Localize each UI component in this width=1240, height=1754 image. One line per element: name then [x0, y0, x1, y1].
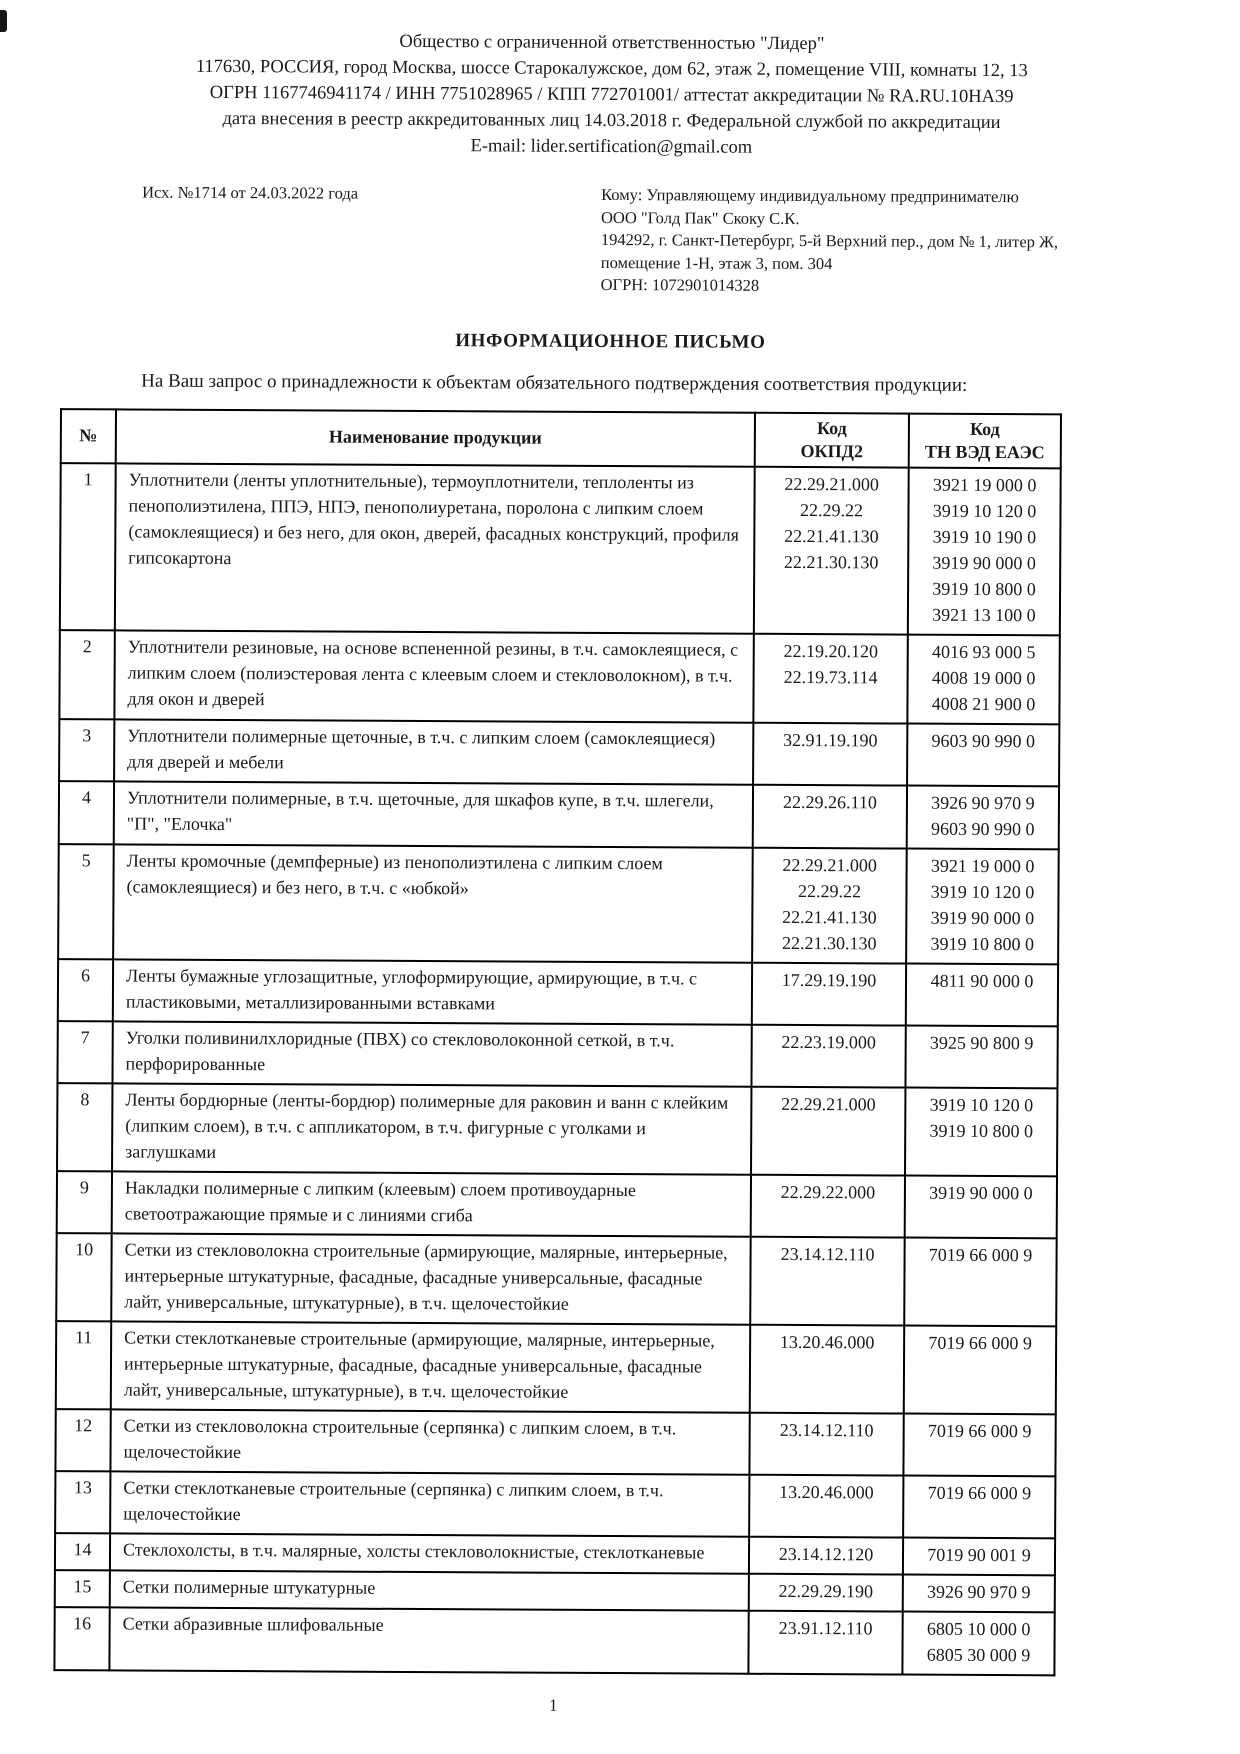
table-row — [58, 959, 1058, 1026]
tnved-codes — [907, 634, 1059, 724]
product-name: Сетки стеклотканевые строительные (армирующие, малярные, интерьерные, интерьерные штукатурные, фасадные, фасадные универсальные, фасадные лайт, универсальные, штукатурные), в т.ч. щелочестойкие — [111, 1321, 750, 1412]
header-tnved-line2: ТН ВЭД ЕАЭС — [924, 441, 1045, 462]
row-number: 3 — [59, 719, 114, 781]
okpd2-codes — [752, 962, 906, 1025]
okpd2-code-value: 23.91.12.110 — [778, 1617, 873, 1638]
table-header-row — [61, 409, 1061, 468]
table-row — [59, 719, 1059, 786]
header-number: № — [61, 409, 116, 463]
tnved-code-value: 3925 90 800 9 — [929, 1032, 1034, 1053]
okpd2-codes — [753, 784, 907, 848]
tnved-code-value: 7019 66 000 9 — [928, 1332, 1032, 1353]
row-number: 16 — [54, 1607, 109, 1670]
product-name: Сетки полимерные штукатурные — [110, 1570, 749, 1610]
product-table — [53, 408, 1062, 1676]
document-title: ИНФОРМАЦИОННОЕ ПИСЬМО — [455, 329, 766, 353]
tnved-codes — [903, 1475, 1055, 1538]
table-row — [59, 781, 1059, 849]
okpd2-codes — [748, 1610, 902, 1674]
tnved-codes — [906, 963, 1058, 1026]
okpd2-code-value: 13.20.46.000 — [779, 1481, 874, 1502]
table-row — [55, 1471, 1055, 1538]
okpd2-code-value: 22.23.19.000 — [781, 1031, 877, 1052]
table-row — [58, 844, 1059, 964]
table-row — [56, 1321, 1056, 1414]
tnved-code-value: 3926 90 970 9 — [931, 792, 1035, 813]
tnved-code-value: 3921 19 000 0 — [930, 855, 1035, 876]
tnved-code-value: 3919 10 800 0 — [930, 933, 1035, 954]
tnved-codes — [907, 723, 1059, 786]
okpd2-codes — [753, 633, 907, 723]
product-name: Накладки полимерные с липким (клеевым) слоем противоударные светоотражающие прямые и с линиями сгиба — [112, 1171, 751, 1236]
tnved-code-value: 3919 90 000 0 — [932, 552, 1037, 573]
okpd2-codes — [749, 1573, 903, 1611]
company-address: 117630, РОССИЯ, город Москва, шоссе Старокалужское, дом 62, этаж 2, помещение VIII, комнаты 12, 13 — [195, 56, 1028, 82]
tnved-codes — [905, 1087, 1057, 1176]
tnved-code-value: 3919 10 120 0 — [929, 1094, 1034, 1115]
row-number: 9 — [57, 1171, 112, 1233]
okpd2-code-value: 22.29.22 — [797, 880, 862, 901]
letterhead — [61, 27, 1162, 163]
okpd2-code-value: 22.19.20.120 — [783, 640, 879, 661]
tnved-code-value: 3919 90 000 0 — [929, 1182, 1033, 1203]
okpd2-code-value: 22.29.22 — [799, 499, 864, 520]
okpd2-codes — [749, 1474, 903, 1537]
tnved-code-value: 7019 66 000 9 — [927, 1420, 1032, 1441]
tnved-code-value: 3919 10 800 0 — [929, 1120, 1034, 1141]
tnved-code-value: 7019 66 000 9 — [927, 1482, 1032, 1503]
okpd2-codes — [752, 847, 907, 963]
reference-block — [61, 181, 1162, 299]
okpd2-codes — [749, 1412, 903, 1475]
okpd2-code-value: 22.21.41.130 — [784, 525, 879, 546]
recipient-line: помещение 1-Н, этаж 3, пом. 304 — [600, 252, 833, 273]
table-row — [60, 463, 1061, 635]
tnved-code-value: 3919 90 000 0 — [930, 907, 1035, 928]
tnved-codes — [904, 1237, 1056, 1326]
row-number: 5 — [58, 844, 114, 959]
product-name: Ленты бумажные углозащитные, углоформирующие, армирующие, в т.ч. с пластиковыми, металлизированными вставками — [113, 959, 752, 1024]
tnved-codes — [903, 1537, 1055, 1575]
tnved-code-value: 7019 90 001 9 — [927, 1544, 1031, 1565]
tnved-code-value: 3926 90 970 9 — [927, 1581, 1031, 1602]
row-number: 6 — [58, 959, 113, 1021]
row-number: 12 — [55, 1409, 110, 1471]
product-table-body — [54, 463, 1060, 1675]
tnved-code-value: 9603 90 990 0 — [931, 818, 1035, 839]
row-number: 11 — [56, 1321, 111, 1409]
tnved-code-value: 4811 90 000 0 — [930, 970, 1034, 991]
tnved-codes — [905, 1175, 1057, 1238]
tnved-code-value: 3919 10 190 0 — [932, 526, 1037, 547]
table-row — [59, 630, 1059, 724]
okpd2-codes — [751, 1086, 905, 1175]
company-email: E-mail: lider.sertification@gmail.com — [470, 136, 753, 158]
tnved-codes — [902, 1611, 1054, 1675]
row-number: 10 — [56, 1233, 111, 1321]
intro-paragraph: На Ваш запрос о принадлежности к объектам обязательного подтверждения соответствия продукции: — [141, 370, 968, 396]
okpd2-codes — [751, 1174, 905, 1237]
table-row — [56, 1233, 1056, 1326]
row-number: 4 — [59, 781, 114, 844]
product-name: Ленты кромочные (демпферные) из пенополиэтилена с липким слоем (самоклеящиеся) и без него, в т.ч. с «юбкой» — [113, 844, 753, 962]
row-number: 14 — [55, 1533, 110, 1570]
okpd2-code-value: 23.14.12.110 — [779, 1419, 874, 1440]
okpd2-codes — [750, 1324, 904, 1413]
tnved-codes — [906, 848, 1059, 964]
header-okpd2-line2: ОКПД2 — [800, 440, 864, 461]
row-number: 13 — [55, 1471, 110, 1533]
header-product-name: Наименование продукции — [116, 409, 755, 466]
scan-edge-artifact — [0, 10, 7, 32]
row-number: 2 — [59, 630, 114, 719]
product-name: Стеклохолсты, в т.ч. малярные, холсты стекловолокнистые, стеклотканевые — [110, 1533, 749, 1573]
header-tnved — [909, 413, 1061, 468]
tnved-code-value: 4008 21 900 0 — [931, 693, 1036, 714]
product-name: Уплотнители резиновые, на основе вспененной резины, в т.ч. самоклеящиеся, с липким слоем (полиэстеровая лента с клеевым слоем и стекловолокном), в т.ч. для окон и дверей — [114, 630, 753, 722]
product-name: Сетки из стекловолокна строительные (серпянка) с липким слоем, в т.ч. щелочестойкие — [110, 1409, 749, 1474]
recipient-line: 194292, г. Санкт-Петербург, 5-й Верхний пер., дом № 1, литер Ж, — [600, 229, 1059, 252]
table-row — [55, 1570, 1055, 1612]
okpd2-code-value: 13.20.46.000 — [779, 1331, 875, 1352]
row-number: 1 — [60, 463, 116, 630]
okpd2-codes — [753, 722, 907, 785]
okpd2-code-value: 22.29.29.190 — [778, 1580, 874, 1601]
row-number: 7 — [57, 1021, 112, 1083]
okpd2-code-value: 17.29.19.190 — [781, 969, 877, 990]
recipient-line: ООО "Голд Пак" Скоку С.К. — [600, 207, 800, 228]
okpd2-code-value: 22.21.30.130 — [781, 932, 877, 953]
header-tnved-line1: Код — [969, 418, 1000, 439]
okpd2-codes — [751, 1024, 905, 1087]
okpd2-code-value: 22.19.73.114 — [783, 666, 878, 687]
product-name: Сетки стеклотканевые строительные (серпянка) с липким слоем, в т.ч. щелочестойкие — [110, 1471, 749, 1536]
product-name: Уплотнители (ленты уплотнительные), термоуплотнители, теплоленты из пенополиэтилена, ППЭ, НПЭ, пенополиуретана, поролона с липким слоем (самоклеящиеся) и без него, для окон, дверей, фасадных конструкций, профиля гипсокартона — [115, 463, 755, 633]
tnved-codes — [903, 1413, 1055, 1476]
header-okpd2-line1: Код — [816, 417, 847, 438]
product-name: Уплотнители полимерные щеточные, в т.ч. с липким слоем (самоклеящиеся) для дверей и мебели — [114, 719, 753, 784]
tnved-code-value: 3919 10 120 0 — [932, 500, 1037, 521]
tnved-codes — [904, 1325, 1056, 1414]
table-row — [57, 1083, 1057, 1176]
product-name: Уплотнители полимерные, в т.ч. щеточные, для шкафов купе, в т.ч. шлегели, "П", "Елочка" — [114, 781, 753, 847]
tnved-code-value: 4008 19 000 0 — [931, 667, 1036, 688]
document-page — [53, 27, 1162, 1718]
company-accreditation: дата внесения в реестр аккредитованных лиц 14.03.2018 г. Федеральной службой по аккредитации — [222, 108, 1001, 134]
okpd2-code-value: 22.29.26.110 — [782, 791, 877, 812]
okpd2-code-value: 22.21.41.130 — [782, 906, 877, 927]
product-name: Сетки из стекловолокна строительные (армирующие, малярные, интерьерные, интерьерные штукатурные, фасадные, фасадные универсальные, фасадные лайт, универсальные, штукатурные), в т.ч. щелочестойкие — [111, 1233, 750, 1324]
recipient-block — [601, 184, 1162, 299]
company-name: Общество с ограниченной ответственностью "Лидер" — [399, 31, 825, 55]
product-name: Уголки поливинилхлоридные (ПВХ) со стекловолоконной сеткой, в т.ч. перфорированные — [112, 1021, 751, 1086]
tnved-code-value: 4016 93 000 5 — [931, 641, 1036, 662]
tnved-codes — [903, 1574, 1055, 1612]
recipient-line: Кому: Управляющему индивидуальному предпринимателю — [601, 184, 1019, 207]
okpd2-code-value: 22.29.21.000 — [782, 854, 877, 875]
outgoing-reference: Исх. №1714 от 24.03.2022 года — [142, 182, 359, 203]
okpd2-codes — [750, 1236, 904, 1325]
table-row — [55, 1409, 1055, 1476]
company-registration: ОГРН 1167746941174 / ИНН 7751028965 / КПП 772701001/ аттестат аккредитации № RA.RU.10НА39 — [209, 82, 1014, 108]
okpd2-code-value: 22.21.30.130 — [783, 551, 879, 572]
tnved-code-value: 3919 10 800 0 — [932, 578, 1036, 599]
okpd2-code-value: 23.14.12.110 — [780, 1243, 875, 1264]
tnved-codes — [908, 467, 1061, 635]
okpd2-code-value: 22.29.21.000 — [784, 473, 879, 494]
tnved-code-value: 3921 19 000 0 — [932, 474, 1037, 495]
tnved-code-value: 6805 30 000 9 — [926, 1644, 1031, 1665]
okpd2-code-value: 22.29.22.000 — [780, 1181, 876, 1202]
okpd2-code-value: 22.29.21.000 — [781, 1093, 876, 1114]
row-number: 15 — [55, 1570, 110, 1607]
tnved-code-value: 3921 13 100 0 — [932, 604, 1036, 625]
okpd2-code-value: 32.91.19.190 — [782, 729, 878, 750]
tnved-codes — [907, 785, 1059, 849]
page-number: 1 — [548, 1695, 558, 1715]
tnved-code-value: 6805 10 000 0 — [926, 1618, 1031, 1639]
row-number: 8 — [57, 1083, 112, 1171]
product-name: Ленты бордюрные (ленты-бордюр) полимерные для раковин и ванн с клейким (липким слоем), в т.ч. с аппликатором, в т.ч. фигурные с уголками и заглушками — [112, 1083, 751, 1174]
okpd2-code-value: 23.14.12.120 — [778, 1543, 874, 1564]
tnved-code-value: 9603 90 990 0 — [931, 730, 1036, 751]
table-row — [54, 1607, 1054, 1675]
table-row — [55, 1533, 1055, 1575]
product-name: Сетки абразивные шлифовальные — [109, 1607, 748, 1673]
okpd2-codes — [749, 1536, 903, 1574]
tnved-code-value: 3919 10 120 0 — [930, 881, 1035, 902]
tnved-codes — [905, 1025, 1057, 1088]
header-okpd2 — [755, 412, 909, 467]
okpd2-codes — [754, 466, 909, 634]
table-row — [57, 1171, 1057, 1238]
tnved-code-value: 7019 66 000 9 — [928, 1244, 1033, 1265]
table-row — [57, 1021, 1057, 1088]
recipient-line: ОГРН: 1072901014328 — [600, 274, 760, 295]
